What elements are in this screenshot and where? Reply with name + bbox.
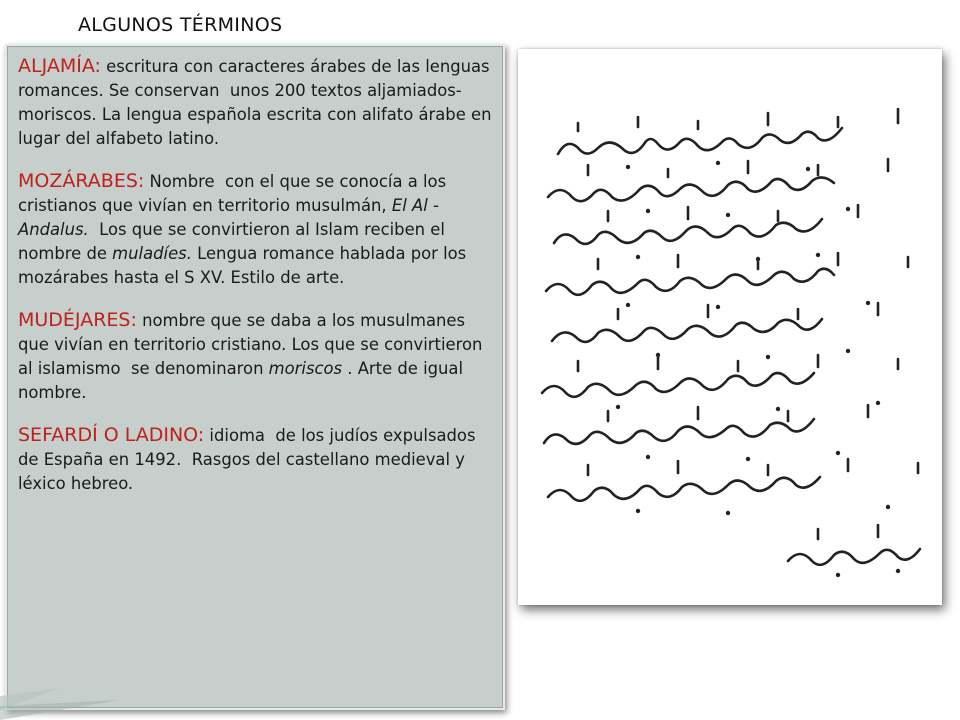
term-name-mozarabes: MOZÁRABES: bbox=[18, 170, 145, 192]
term-mudejares bbox=[18, 308, 497, 405]
slide-title: ALGUNOS TÉRMINOS bbox=[78, 14, 283, 36]
term-aljamia bbox=[18, 54, 497, 151]
term-name-mudejares: MUDÉJARES: bbox=[18, 309, 137, 331]
term-name-sefardi: SEFARDÍ O LADINO: bbox=[18, 424, 205, 446]
aljamiado-manuscript-image bbox=[518, 49, 942, 605]
manuscript-image-frame bbox=[518, 49, 942, 605]
term-mozarabes bbox=[18, 169, 497, 290]
term-text-mudejares-b: . Arte de igual nombre. bbox=[18, 359, 469, 402]
term-name-aljamia: ALJAMÍA: bbox=[18, 55, 101, 77]
term-em-mudejares-a: moriscos bbox=[268, 359, 343, 378]
term-text-mozarabes-b: Los que se convirtieron al Islam reciben el nombre de bbox=[18, 220, 451, 263]
term-text-aljamia: escritura con caracteres árabes de las lenguas romances. Se conservan unos 200 textos aljamiados-moriscos. La lengua española escrita con alifato árabe en lugar del alfabeto latino. bbox=[18, 57, 497, 148]
term-text-sefardi: idioma de los judíos expulsados de España en 1492. Rasgos del castellano medieval y léxico hebreo. bbox=[18, 426, 481, 493]
term-text-mozarabes-c: Lengua romance hablada por los mozárabes hasta el S XV. Estilo de arte. bbox=[18, 244, 472, 287]
term-text-mozarabes-a: Nombre con el que se conocía a los cristianos que vivían en territorio musulmán, bbox=[18, 172, 452, 215]
corner-decoration bbox=[0, 600, 520, 720]
term-em-mozarabes-a: El Al -Andalus. bbox=[18, 196, 439, 239]
term-em-mozarabes-b: muladíes. bbox=[112, 244, 192, 263]
term-sefardi bbox=[18, 423, 497, 496]
term-text-mudejares-a: nombre que se daba a los musulmanes que vivían en territorio cristiano. Los que se convirtieron al islamismo se denominaron bbox=[18, 311, 488, 378]
